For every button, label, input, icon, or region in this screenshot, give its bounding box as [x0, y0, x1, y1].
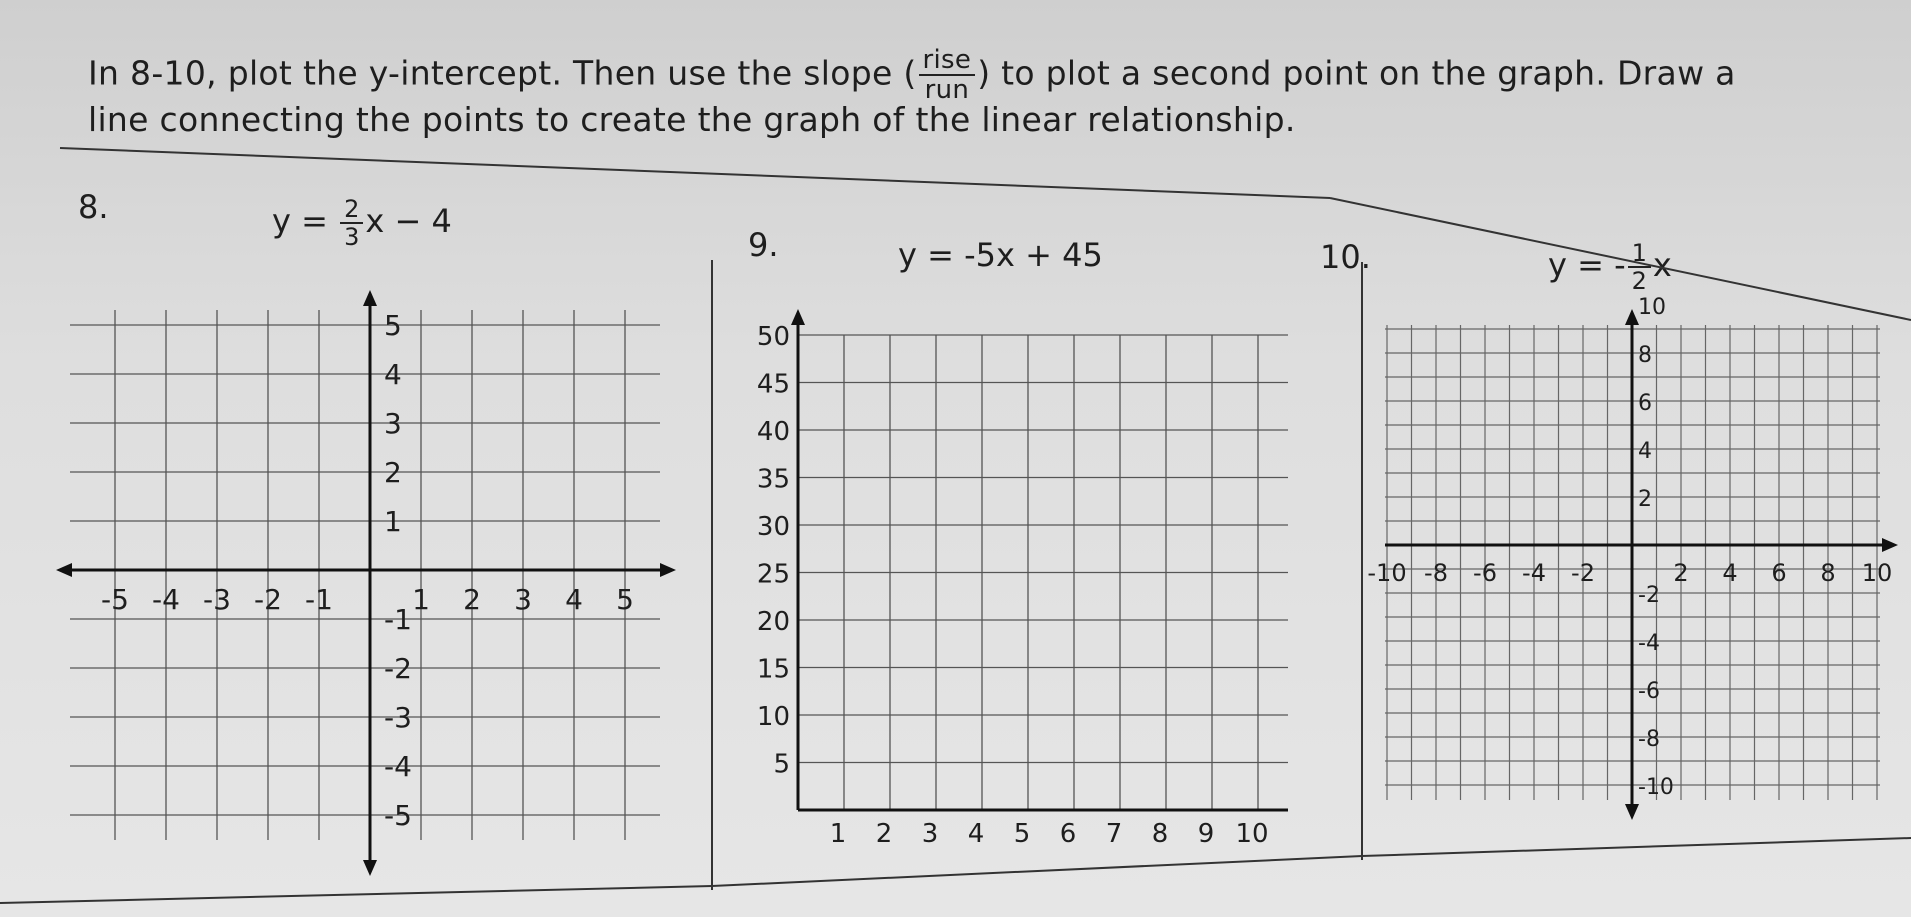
y-tick-label: -5	[384, 799, 412, 832]
x-tick-label: -1	[305, 583, 333, 616]
y-tick-label: 50	[756, 322, 790, 352]
x-tick-label: 8	[1151, 819, 1169, 849]
top-border-line	[60, 148, 1330, 198]
y-tick-label: 5	[384, 309, 402, 342]
x-tick-label: -10	[1367, 559, 1407, 587]
y-tick-label: -6	[1638, 679, 1660, 704]
y-tick-label: -4	[1638, 631, 1660, 656]
problem-8-number: 8.	[78, 188, 109, 226]
x-tick-label: 2	[875, 819, 893, 849]
y-tick-label: 35	[756, 464, 790, 495]
x-tick-label: 5	[616, 583, 634, 616]
x-tick-label: -5	[101, 583, 129, 616]
y-tick-label: 45	[756, 369, 790, 400]
x-tick-label: 8	[1820, 559, 1836, 587]
graph-8[interactable]	[56, 290, 676, 876]
y-tick-label: 10	[756, 702, 790, 732]
y-tick-label: 10	[1638, 295, 1666, 320]
x-tick-label: 3	[921, 819, 939, 849]
y-tick-label: -2	[384, 652, 412, 685]
y-axis-arrow-up	[363, 290, 377, 306]
instructions-text-b: ) to plot a second point on the graph. Draw a	[977, 53, 1736, 93]
y-axis-arrow-up	[791, 309, 805, 325]
panel-10-top-border	[1330, 198, 1911, 320]
x-tick-label: 2	[463, 583, 481, 616]
x-tick-label: 6	[1059, 819, 1077, 849]
y-axis-arrow-up	[1625, 309, 1639, 325]
y-tick-label: 6	[1638, 391, 1652, 416]
bottom-border-right	[1362, 838, 1911, 856]
x-tick-label: 10	[1235, 819, 1269, 849]
problem-10-number: 10.	[1320, 238, 1371, 276]
y-tick-label: 4	[384, 358, 402, 391]
y-tick-label: -4	[384, 750, 412, 783]
x-tick-label: 2	[1673, 559, 1689, 587]
x-tick-label: -2	[254, 583, 282, 616]
x-tick-label: -4	[152, 583, 180, 616]
eq10-den: 2	[1631, 267, 1647, 295]
x-axis-arrow-right	[660, 563, 676, 577]
x-tick-label: 7	[1105, 819, 1123, 849]
y-tick-label: -10	[1638, 775, 1674, 800]
x-tick-label: 9	[1197, 819, 1215, 849]
x-tick-label: -4	[1522, 559, 1546, 587]
y-tick-label: 2	[1638, 487, 1652, 512]
y-tick-label: 40	[756, 417, 790, 447]
x-tick-label: 4	[565, 583, 583, 616]
x-tick-label: -6	[1473, 559, 1497, 587]
y-tick-label: 25	[756, 559, 790, 590]
x-tick-label: -8	[1424, 559, 1448, 587]
x-tick-label: -2	[1571, 559, 1595, 587]
x-tick-label: 1	[412, 583, 430, 616]
slope-rise: rise	[919, 46, 976, 76]
y-tick-label: 5	[773, 749, 790, 780]
x-tick-label: 4	[967, 819, 985, 849]
y-axis-arrow-down	[1625, 804, 1639, 820]
eq10-rest: x	[1652, 246, 1672, 284]
eq8-lhs: y =	[272, 202, 328, 240]
y-tick-label: -8	[1638, 727, 1660, 752]
y-tick-label: 15	[756, 654, 790, 685]
y-tick-label: 1	[384, 505, 402, 538]
y-tick-label: 3	[384, 407, 402, 440]
problem-9-equation: y = -5x + 45	[898, 236, 1103, 274]
y-tick-label: 2	[384, 456, 402, 489]
problem-9-number: 9.	[748, 226, 779, 264]
x-axis-arrow-left	[56, 563, 72, 577]
eq10-lhs: y = -	[1548, 246, 1626, 284]
slope-run: run	[924, 75, 970, 105]
instructions-line-2: line connecting the points to create the graph of the linear relationship.	[88, 100, 1296, 139]
eq8-rest: x − 4	[365, 202, 452, 240]
eq8-num: 2	[340, 196, 363, 224]
x-tick-label: 10	[1861, 559, 1893, 587]
x-tick-label: -3	[203, 583, 231, 616]
y-tick-label: 4	[1638, 439, 1652, 464]
y-tick-label: 20	[756, 607, 790, 637]
y-tick-label: -3	[384, 701, 412, 734]
y-tick-label: -1	[384, 603, 412, 636]
x-tick-label: 5	[1013, 819, 1031, 849]
bottom-border-left	[0, 886, 712, 903]
graph-9[interactable]	[757, 309, 1288, 849]
instructions-text-a: In 8-10, plot the y-intercept. Then use the slope (	[88, 53, 917, 93]
y-tick-label: 8	[1638, 343, 1652, 368]
y-axis-arrow-down	[363, 860, 377, 876]
x-tick-label: 4	[1722, 559, 1738, 587]
y-tick-label: -2	[1638, 583, 1660, 608]
x-tick-label: 3	[514, 583, 532, 616]
x-axis-arrow-right	[1882, 538, 1898, 552]
eq8-den: 3	[344, 223, 360, 251]
x-tick-label: 6	[1771, 559, 1787, 587]
x-tick-label: 1	[829, 819, 847, 849]
y-tick-label: 30	[756, 512, 790, 542]
bottom-border-mid	[712, 856, 1362, 886]
graph-10[interactable]	[1367, 295, 1898, 820]
eq10-num: 1	[1628, 240, 1651, 268]
